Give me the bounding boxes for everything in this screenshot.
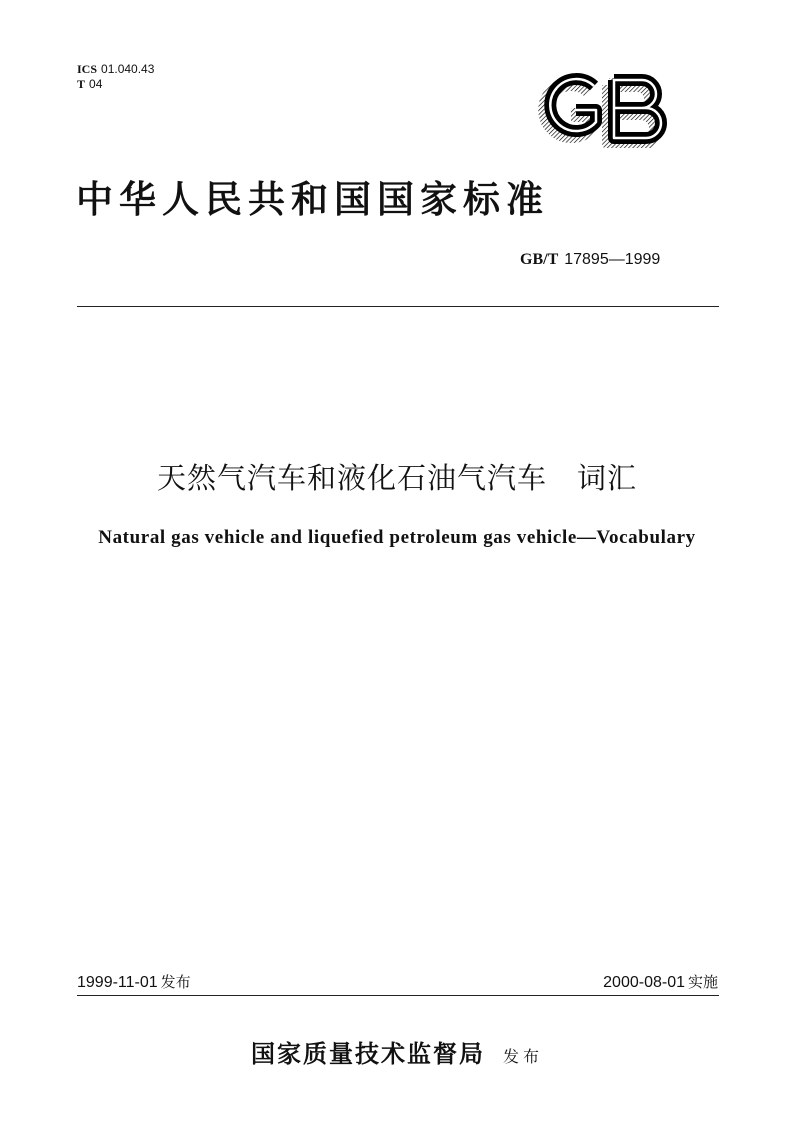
issuer-organization: 国家质量技术监督局 [250, 1039, 485, 1068]
footer-divider [77, 995, 719, 996]
category-code [77, 77, 102, 91]
national-standard-title: 中华人民共和国国家标准 [76, 177, 549, 221]
effective-date-label: 实施 [687, 973, 718, 991]
ics-label: ICS [77, 62, 98, 76]
ics-code [77, 62, 154, 76]
issue-date-value: 1999-11-01 [77, 974, 158, 991]
standard-number-value: 17895—1999 [564, 251, 661, 268]
effective-date [603, 971, 718, 992]
ics-value: 01.040.43 [101, 62, 155, 76]
header-divider [77, 306, 719, 307]
issuer [0, 1034, 794, 1069]
category-label: T [77, 77, 86, 91]
category-value: 04 [89, 77, 103, 91]
issue-date-label: 发布 [160, 973, 191, 991]
standard-number-prefix: GB/T [520, 251, 559, 268]
standard-number [520, 251, 660, 269]
issuer-action: 发布 [502, 1047, 543, 1066]
document-title-english: Natural gas vehicle and liquefied petroleum gas vehicle—Vocabulary [98, 527, 696, 548]
gb-logo [530, 72, 674, 148]
issue-date [77, 971, 191, 992]
effective-date-value: 2000-08-01 [603, 974, 685, 991]
document-title-chinese: 天然气汽车和液化石油气汽车 词汇 [156, 461, 637, 495]
